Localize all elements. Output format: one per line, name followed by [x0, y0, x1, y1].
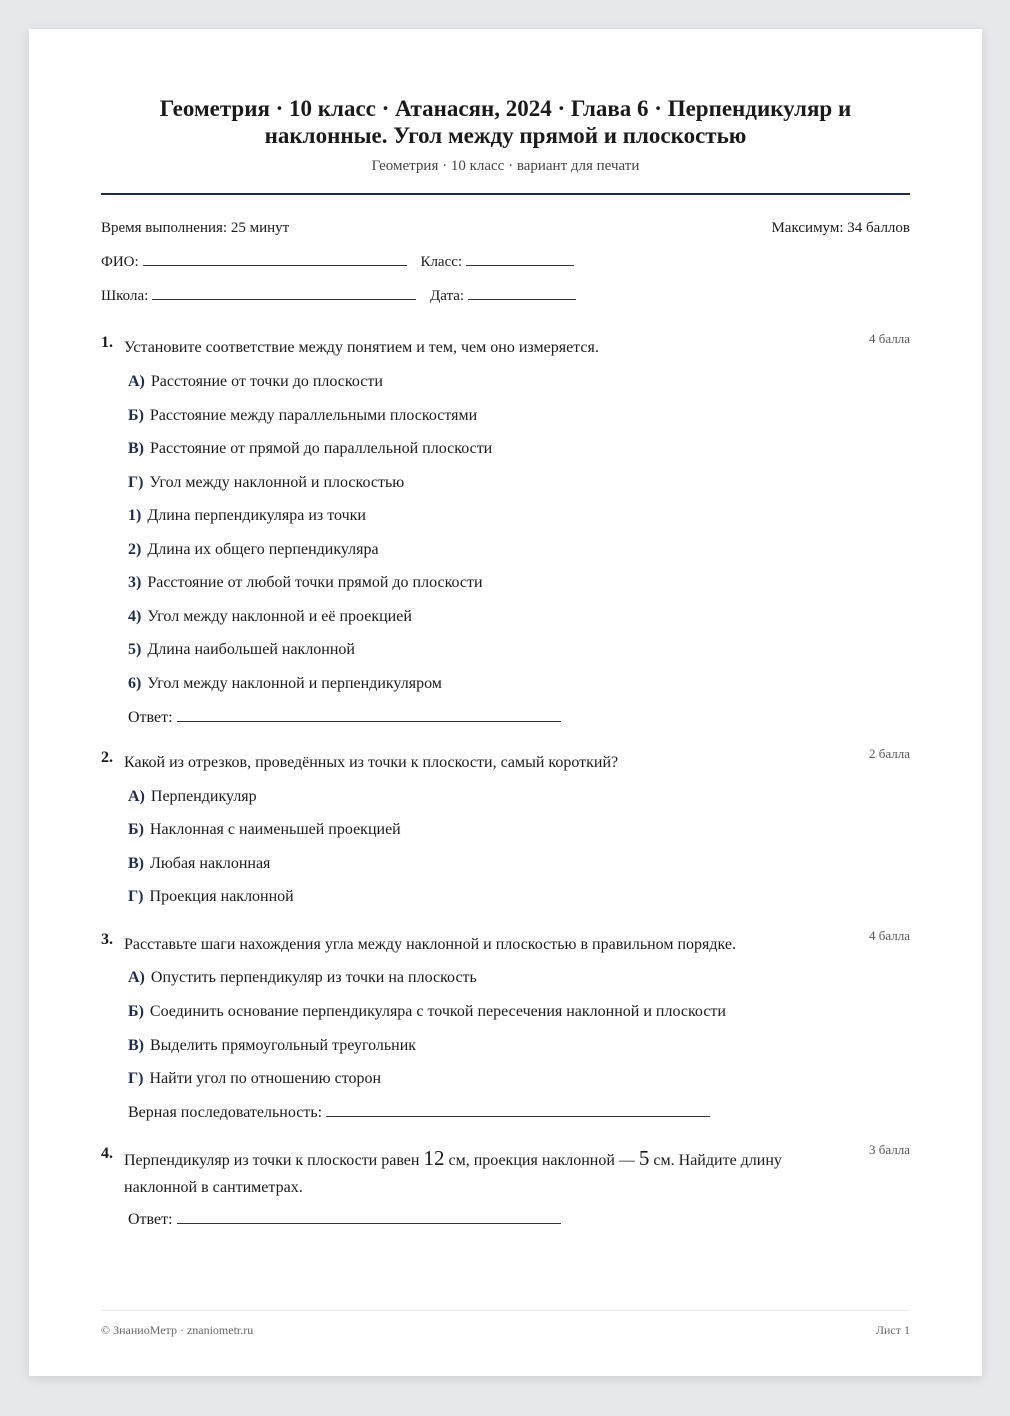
option-item: В) Любая наклонная [128, 855, 271, 872]
option-item: Б) Наклонная с наименьшей проекцией [128, 821, 401, 838]
max-score: Максимум: 34 баллов [771, 220, 910, 236]
question-points: 3 балла [869, 1142, 910, 1157]
option-item: Г) Проекция наклонной [128, 888, 294, 905]
option-item: Г) Найти угол по отношению сторон [128, 1070, 382, 1087]
question-text: Какой из отрезков, проведённых из точки к плоскости, самый короткий? [124, 754, 619, 771]
footer-copyright: © ЗнаниоМетр · znaniometr.ru [101, 1323, 254, 1337]
date-label: Дата: [430, 288, 465, 304]
question-points: 4 балла [869, 928, 910, 943]
option-item: В) Выделить прямоугольный треугольник [128, 1037, 417, 1054]
page-subtitle: Геометрия · 10 класс · вариант для печати [371, 158, 640, 174]
sequence-answer-row [128, 1104, 710, 1122]
answer-field[interactable] [177, 1211, 561, 1224]
question-points: 2 балла [869, 746, 910, 761]
option-item: 4) Угол между наклонной и её проекцией [128, 608, 412, 625]
time-limit: Время выполнения: 25 минут [101, 220, 290, 236]
option-item: 2) Длина их общего перпендикуляра [128, 541, 379, 558]
date-field[interactable] [468, 287, 576, 300]
option-item: Г) Угол между наклонной и плоскостью [128, 474, 405, 491]
option-item: Б) Расстояние между параллельными плоскостями [128, 407, 478, 424]
name-class-row [101, 253, 574, 271]
option-item: А) Опустить перпендикуляр из точки на плоскость [128, 969, 477, 986]
question-text: Расставьте шаги нахождения угла между наклонной и плоскостью в правильном порядке. [124, 936, 737, 953]
header-divider [101, 193, 910, 195]
school-date-row [101, 287, 576, 305]
page-title: Геометрия · 10 класс · Атанасян, 2024 · Глава 6 · Перпендикуляр и наклонные. Угол между прямой и плоскостью [159, 96, 852, 148]
option-item: 1) Длина перпендикуляра из точки [128, 507, 366, 524]
question-points: 4 балла [869, 331, 910, 346]
class-label: Класс: [420, 254, 463, 270]
question-text: Перпендикуляр из точки к плоскости равен 12 см, проекция наклонной — 5 см. Найдите длину наклонной в сантиметрах. [124, 1146, 782, 1196]
school-label: Школа: [101, 288, 149, 304]
option-item: А) Перпендикуляр [128, 788, 257, 805]
footer-divider [101, 1310, 910, 1311]
question-number: 3. [101, 931, 113, 948]
option-item: 6) Угол между наклонной и перпендикуляром [128, 675, 442, 692]
option-item: 5) Длина наибольшей наклонной [128, 641, 355, 658]
question-text: Установите соответствие между понятием и тем, чем оно измеряется. [124, 339, 599, 356]
question-number: 1. [101, 334, 113, 351]
worksheet-header [101, 95, 910, 175]
question-number: 4. [101, 1145, 113, 1162]
worksheet-page [29, 29, 982, 1376]
answer-field[interactable] [177, 709, 561, 722]
name-field[interactable] [143, 253, 407, 266]
sequence-answer-label: Верная последовательность: [128, 1104, 323, 1121]
question-number: 2. [101, 749, 113, 766]
option-item: А) Расстояние от точки до плоскости [128, 373, 383, 390]
answer-row [128, 709, 561, 727]
answer-label: Ответ: [128, 709, 173, 726]
value-projection: 5 [638, 1146, 650, 1170]
option-item: Б) Соединить основание перпендикуляра с точкой пересечения наклонной и плоскости [128, 1003, 726, 1020]
school-field[interactable] [152, 287, 416, 300]
value-perpendicular: 12 [423, 1146, 445, 1170]
option-item: В) Расстояние от прямой до параллельной плоскости [128, 440, 493, 457]
sequence-answer-field[interactable] [326, 1104, 710, 1117]
sheet-number: Лист 1 [875, 1323, 910, 1337]
option-item: 3) Расстояние от любой точки прямой до плоскости [128, 574, 483, 591]
class-field[interactable] [466, 253, 574, 266]
answer-row [128, 1211, 561, 1229]
name-label: ФИО: [101, 254, 139, 270]
answer-label: Ответ: [128, 1211, 173, 1228]
